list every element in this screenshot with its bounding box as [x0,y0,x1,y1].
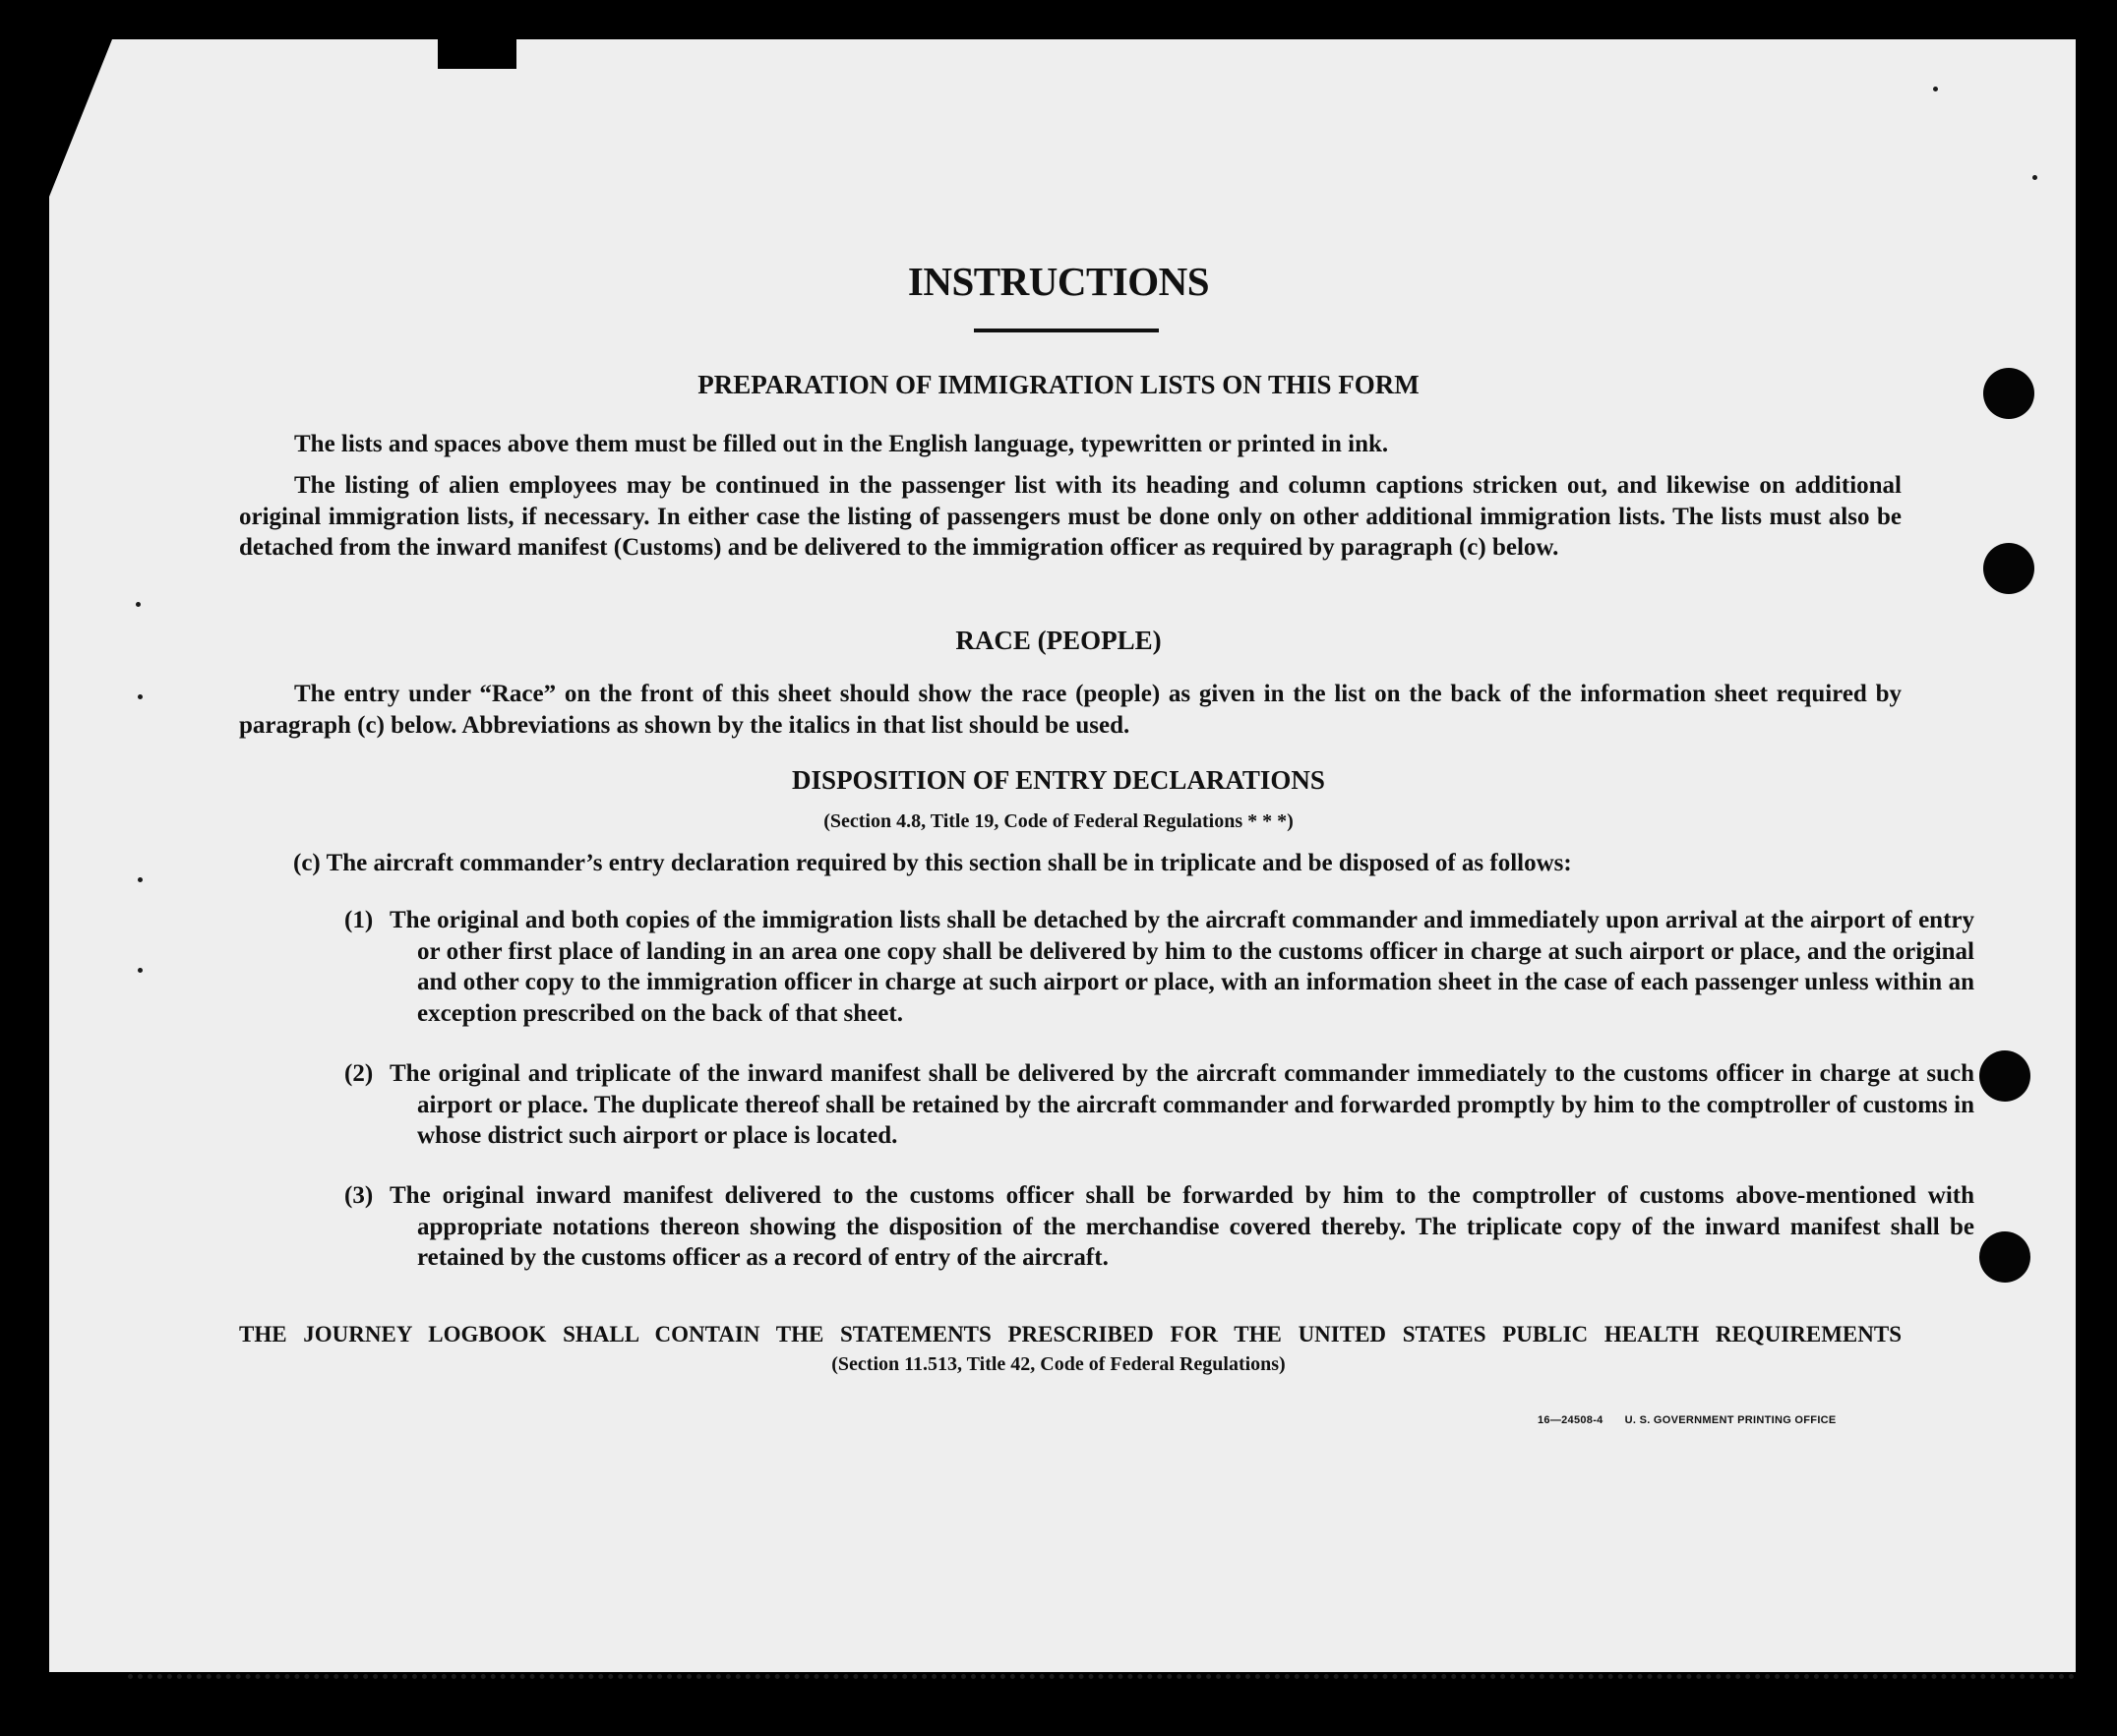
paragraph-language: The lists and spaces above them must be filled out in the English language, typewritten or printed in ink. [294,431,1389,457]
list-item-number: (3) [344,1182,374,1209]
perforated-edge [128,1674,2076,1679]
scan-speck [138,694,143,699]
list-item-text: The original inward manifest delivered to the customs officer shall be forwarded by him to the comptroller of customs above-mentioned with appropriate notations thereon showing the disposition of the merchandise covered thereby. The triplicate copy of the inward manifest shall be retained by the customs officer as a record of entry of the aircraft. [390,1182,1974,1271]
punch-hole [1979,1050,2030,1102]
paragraph-alien-employees: The listing of alien employees may be continued in the passenger list with its heading and column captions stricken out, and likewise on additional original immigration lists, if necessary. In either case the listing of passengers must be done only on other additional immigration lists. The lists must also be detached from the inward manifest (Customs) and be delivered to the immigration officer as required by paragraph (c) below. [239,472,1902,561]
list-item-number: (1) [344,907,374,933]
list-item-text: The original and both copies of the immigration lists shall be detached by the aircraft commander and immediately upon arrival at the airport of entry or other first place of landing in an area one copy shall be delivered by him to the customs officer in charge at such airport or place, and the original and other copy to the immigration officer in charge at such airport or place, with an information sheet in the case of each passenger unless within an exception prescribed on the back of that sheet. [390,907,1974,1027]
form-number: 16—24508-4 [1538,1414,1603,1426]
section-heading-preparation: PREPARATION OF IMMIGRATION LISTS ON THIS FORM [697,370,1420,399]
list-item [344,1180,1974,1274]
title-underline [974,329,1159,332]
printer-imprint [1538,1414,1837,1426]
scan-speck [138,968,143,973]
list-item [344,1058,1974,1152]
section-heading-race: RACE (PEOPLE) [955,626,1162,655]
section-heading-disposition: DISPOSITION OF ENTRY DECLARATIONS [792,765,1325,795]
bleed-through-text [258,110,273,135]
list-item [344,905,1974,1029]
punch-hole [1983,543,2034,594]
sheet-notch [438,39,516,69]
footer-statement: THE JOURNEY LOGBOOK SHALL CONTAIN THE STATEMENTS PRESCRIBED FOR THE UNITED STATES PUBLIC HEALTH REQUIREMENTS [239,1322,1902,1347]
disposition-citation: (Section 4.8, Title 19, Code of Federal Regulations * * *) [823,810,1294,832]
list-item-text: The original and triplicate of the inward manifest shall be delivered by the aircraft commander immediately to the customs officer in charge at such airport or place. The duplicate thereof shall be retained by the aircraft commander and forwarded promptly by him to the comptroller of customs in whose district such airport or place is located. [390,1060,1974,1149]
scan-speck [1933,87,1938,91]
paragraph-entry-declaration [293,848,1902,879]
list-item-number: (2) [344,1060,374,1087]
punch-hole [1979,1231,2030,1283]
paragraph-race: The entry under “Race” on the front of this sheet should show the race (people) as given in the list on the back of the information sheet required by paragraph (c) below. Abbreviations as shown by the italics in that list should be used. [239,681,1902,739]
scan-speck [2032,175,2037,180]
scan-speck [136,602,141,607]
scan-speck [138,877,143,882]
paragraph-label: (c) [293,850,321,876]
printer-name: U. S. GOVERNMENT PRINTING OFFICE [1624,1414,1837,1426]
footer-citation: (Section 11.513, Title 42, Code of Federal Regulations) [831,1353,1286,1375]
page-title: INSTRUCTIONS [907,259,1210,304]
paragraph-text: The aircraft commander’s entry declaration required by this section shall be in triplicate and be disposed of as follows: [326,850,1572,876]
